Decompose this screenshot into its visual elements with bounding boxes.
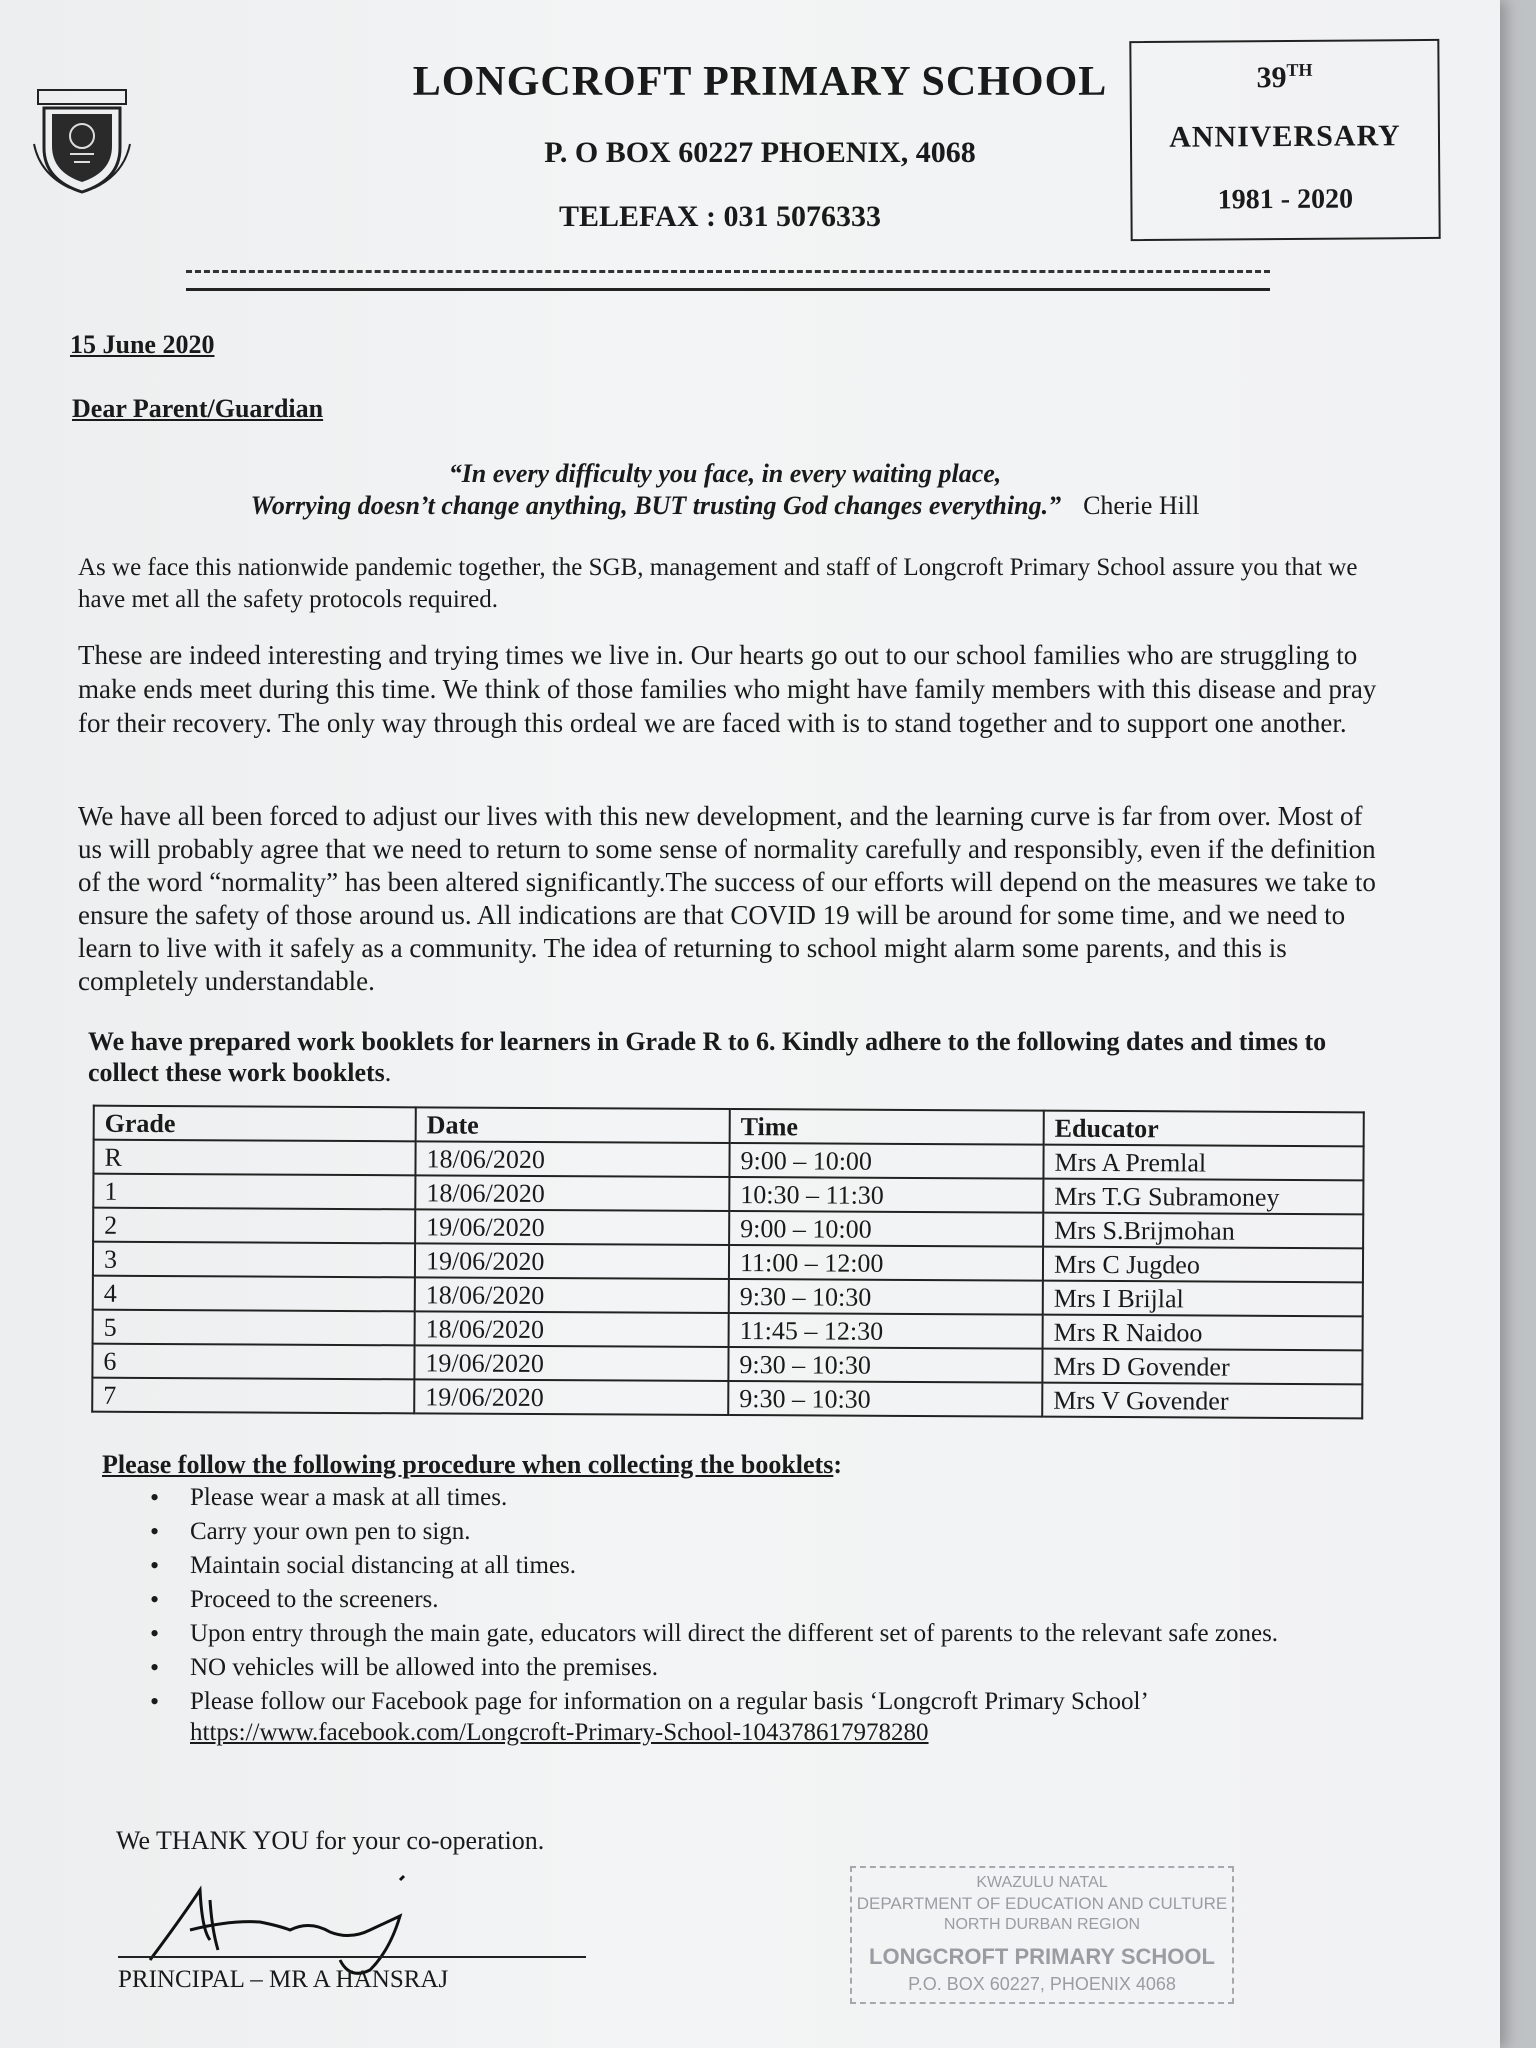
quote-block	[150, 458, 1300, 522]
letter-date: 15 June 2020	[70, 330, 215, 359]
cell-educator: Mrs D Govender	[1042, 1349, 1362, 1385]
cell-grade: 2	[93, 1208, 415, 1244]
school-name: LONGCROFT PRIMARY SCHOOL	[412, 59, 1108, 105]
list-item: • Proceed to the screeners.	[150, 1584, 1350, 1615]
header-dashed-divider	[186, 270, 1270, 273]
paragraph-1: As we face this nationwide pandemic together, the SGB, management and staff of Longcroft Primary School assure you that we have met all the safety protocols required.	[78, 554, 1358, 613]
list-item: • Upon entry through the main gate, educators will direct the different set of parents to the relevant safe zones.	[150, 1618, 1350, 1649]
cell-date: 18/06/2020	[415, 1141, 729, 1177]
list-item: • Please wear a mask at all times.	[150, 1482, 1350, 1513]
quote-line-2: Worrying doesn’t change anything, BUT trusting God changes everything.” Cherie Hill	[250, 491, 1200, 520]
list-item: • Maintain social distancing at all times.	[150, 1550, 1350, 1581]
list-item: • Carry your own pen to sign.	[150, 1516, 1350, 1547]
header-educator: Educator	[1044, 1111, 1364, 1147]
school-address: P. O BOX 60227 PHOENIX, 4068	[544, 136, 976, 169]
signature-line	[118, 1956, 586, 1958]
header-solid-divider	[186, 288, 1270, 291]
header-date: Date	[416, 1107, 730, 1143]
anniversary-number: 39TH	[1256, 59, 1313, 95]
anniversary-years: 1981 - 2020	[1217, 183, 1354, 216]
cell-time: 10:30 – 11:30	[729, 1177, 1043, 1213]
list-item: • Please follow our Facebook page for information on a regular basis ‘Longcroft Primary School’ https://www.facebook.com/Longcroft-Primary-School-104378617978280	[150, 1686, 1350, 1748]
anniversary-label: ANNIVERSARY	[1169, 119, 1401, 154]
school-telefax: TELEFAX : 031 5076333	[559, 200, 881, 233]
quote-line-1: “In every difficulty you face, in every waiting place,	[448, 459, 1002, 488]
cell-educator: Mrs A Premlal	[1043, 1145, 1363, 1181]
cell-date: 19/06/2020	[414, 1345, 728, 1381]
cell-date: 18/06/2020	[415, 1277, 729, 1313]
cell-date: 19/06/2020	[414, 1379, 728, 1415]
cell-time: 9:30 – 10:30	[728, 1381, 1042, 1417]
letter-greeting: Dear Parent/Guardian	[72, 394, 324, 423]
cell-educator: Mrs T.G Subramoney	[1043, 1179, 1363, 1215]
table-row	[92, 1378, 1362, 1419]
quote-author: Cherie Hill	[1083, 491, 1200, 520]
cell-time: 11:00 – 12:00	[729, 1245, 1043, 1281]
header-time: Time	[730, 1109, 1044, 1145]
department-stamp: KWAZULU NATAL DEPARTMENT OF EDUCATION AND CULTURE NORTH DURBAN REGION LONGCROFT PRIMARY SCHOOL P.O. BOX 60227, PHOENIX 4068	[850, 1866, 1234, 2004]
cell-educator: Mrs V Govender	[1042, 1383, 1362, 1419]
cell-time: 9:00 – 10:00	[729, 1143, 1043, 1179]
list-item: • NO vehicles will be allowed into the premises.	[150, 1652, 1350, 1683]
cell-date: 19/06/2020	[415, 1209, 729, 1245]
cell-educator: Mrs S.Brijmohan	[1043, 1213, 1363, 1249]
cell-grade: R	[93, 1140, 415, 1176]
cell-time: 9:00 – 10:00	[729, 1211, 1043, 1247]
principal-name: PRINCIPAL – MR A HANSRAJ	[118, 1966, 449, 1993]
facebook-link[interactable]: https://www.facebook.com/Longcroft-Primary-School-104378617978280	[190, 1719, 929, 1746]
cell-educator: Mrs I Brijlal	[1043, 1281, 1363, 1317]
cell-grade: 3	[93, 1242, 415, 1278]
header-grade: Grade	[94, 1106, 416, 1142]
cell-grade: 5	[93, 1310, 415, 1346]
paragraph-3: We have all been forced to adjust our lives with this new development, and the learning curve is far from over. Most of us will probably agree that we need to return to some sense of normality carefully and responsibly, even if the definition of the word “normality” has been altered significantly.The success of our efforts will depend on the measures we take to ensure the safety of those around us. All indications are that COVID 19 will be around for some time, and we need to learn to live with it safely as a community. The idea of returning to school might alarm some parents, and this is completely understandable.	[78, 801, 1376, 996]
cell-time: 9:30 – 10:30	[728, 1347, 1042, 1383]
cell-grade: 7	[92, 1378, 414, 1414]
collection-schedule-table	[91, 1105, 1365, 1420]
thanks-line: We THANK YOU for your co-operation.	[116, 1826, 545, 1855]
cell-grade: 6	[92, 1344, 414, 1380]
cell-educator: Mrs R Naidoo	[1043, 1315, 1363, 1351]
booklet-instruction: We have prepared work booklets for learners in Grade R to 6. Kindly adhere to the following dates and times to collect these work booklets.	[88, 1027, 1327, 1087]
paragraph-2: These are indeed interesting and trying times we live in. Our hearts go out to our school families who are struggling to make ends meet during this time. We think of those families who might have family members with this disease and pray for their recovery. The only way through this ordeal we are faced with is to stand together and to support one another.	[78, 640, 1377, 738]
cell-educator: Mrs C Jugdeo	[1043, 1247, 1363, 1283]
anniversary-box	[1129, 39, 1440, 241]
cell-grade: 4	[93, 1276, 415, 1312]
cell-time: 11:45 – 12:30	[729, 1313, 1043, 1349]
cell-date: 18/06/2020	[415, 1311, 729, 1347]
principal-signature	[140, 1860, 440, 1980]
school-crest-icon	[30, 84, 134, 196]
cell-date: 18/06/2020	[415, 1175, 729, 1211]
cell-date: 19/06/2020	[415, 1243, 729, 1279]
cell-time: 9:30 – 10:30	[729, 1279, 1043, 1315]
procedure-list	[150, 1482, 1350, 1751]
cell-grade: 1	[93, 1174, 415, 1210]
procedure-title: Please follow the following procedure when collecting the booklets:	[102, 1450, 842, 1479]
